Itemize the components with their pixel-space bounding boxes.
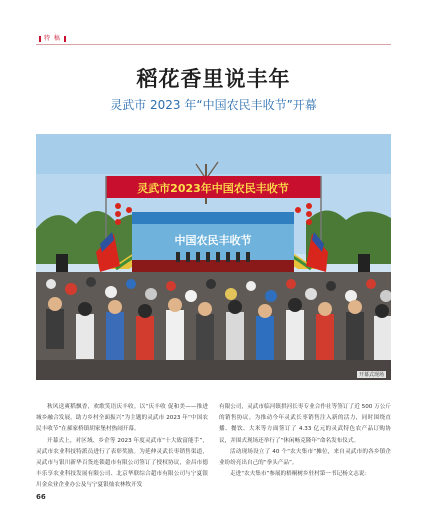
section-bar-right (64, 36, 66, 42)
section-label (36, 33, 69, 42)
event-photo (36, 134, 391, 380)
section-bar-left (39, 36, 41, 42)
paragraph: 开幕式上，对区域、乡企等 2023 年度灵武市“十大致富能手”，灵武市农业科技特派员进行了表彰奖励。为延伸灵武长枣销售渠道，灵武市与银川新华百货连锁超市有限公司签订了授权协议，金昌市德丰乐享农业科技发展有限公司、北京华联综合超市有限公司与宁夏银川金众业企业办公及与宁夏银灿农林牧开发 (36, 437, 208, 489)
page-number: 66 (36, 493, 46, 501)
article-title: 稻花香里说丰年 (136, 67, 291, 91)
photo-caption: 开幕式现场 (358, 372, 384, 378)
paragraph: 走进“农夫集市”参展的梧桐树乡驻村第一书记杨文志说： (230, 471, 371, 478)
stage-sign: 中国农民丰收节 (174, 234, 252, 247)
paragraph: 秋风送爽稻飘香，欢歌笑语庆丰收。以“庆丰收 促和美——推进城乡融合发展，助力乡村全面振兴”为主题的灵武市 2023 年“中国农民丰收节”在郝家桥镇胡家堡村热闹开幕。 (36, 404, 208, 433)
section-label-text: 特 稿 (44, 35, 61, 42)
article-body (36, 402, 391, 502)
article-column-left (36, 402, 208, 492)
paragraph: 活动现场设立了 40 个“农夫集市”摊位，来自灵武市的各乡镇企业纷纷亮出自己的“拳头产品”。 (219, 448, 391, 467)
banner-text: 灵武市2023年中国农民丰收节 (137, 182, 289, 195)
paragraph: 有限公司，灵武市临河镇拱河长枣专业合作社等签订了近 500 万公斤的销售协议。为推动今年灵武长枣销售注入新的活力，同时围绕直播、餐饮、大米等方面签订了 4.33 亿元的灵武特色农产品订购协议，并围式现场还举行了“休闲畅克隆年”命名发布仪式。 (219, 404, 391, 444)
event-photo-illustration (36, 134, 391, 380)
article-column-right (219, 402, 391, 480)
article-subtitle: 灵武市 2023 年“中国农民丰收节”开幕 (110, 98, 317, 112)
header-rule (36, 44, 391, 45)
